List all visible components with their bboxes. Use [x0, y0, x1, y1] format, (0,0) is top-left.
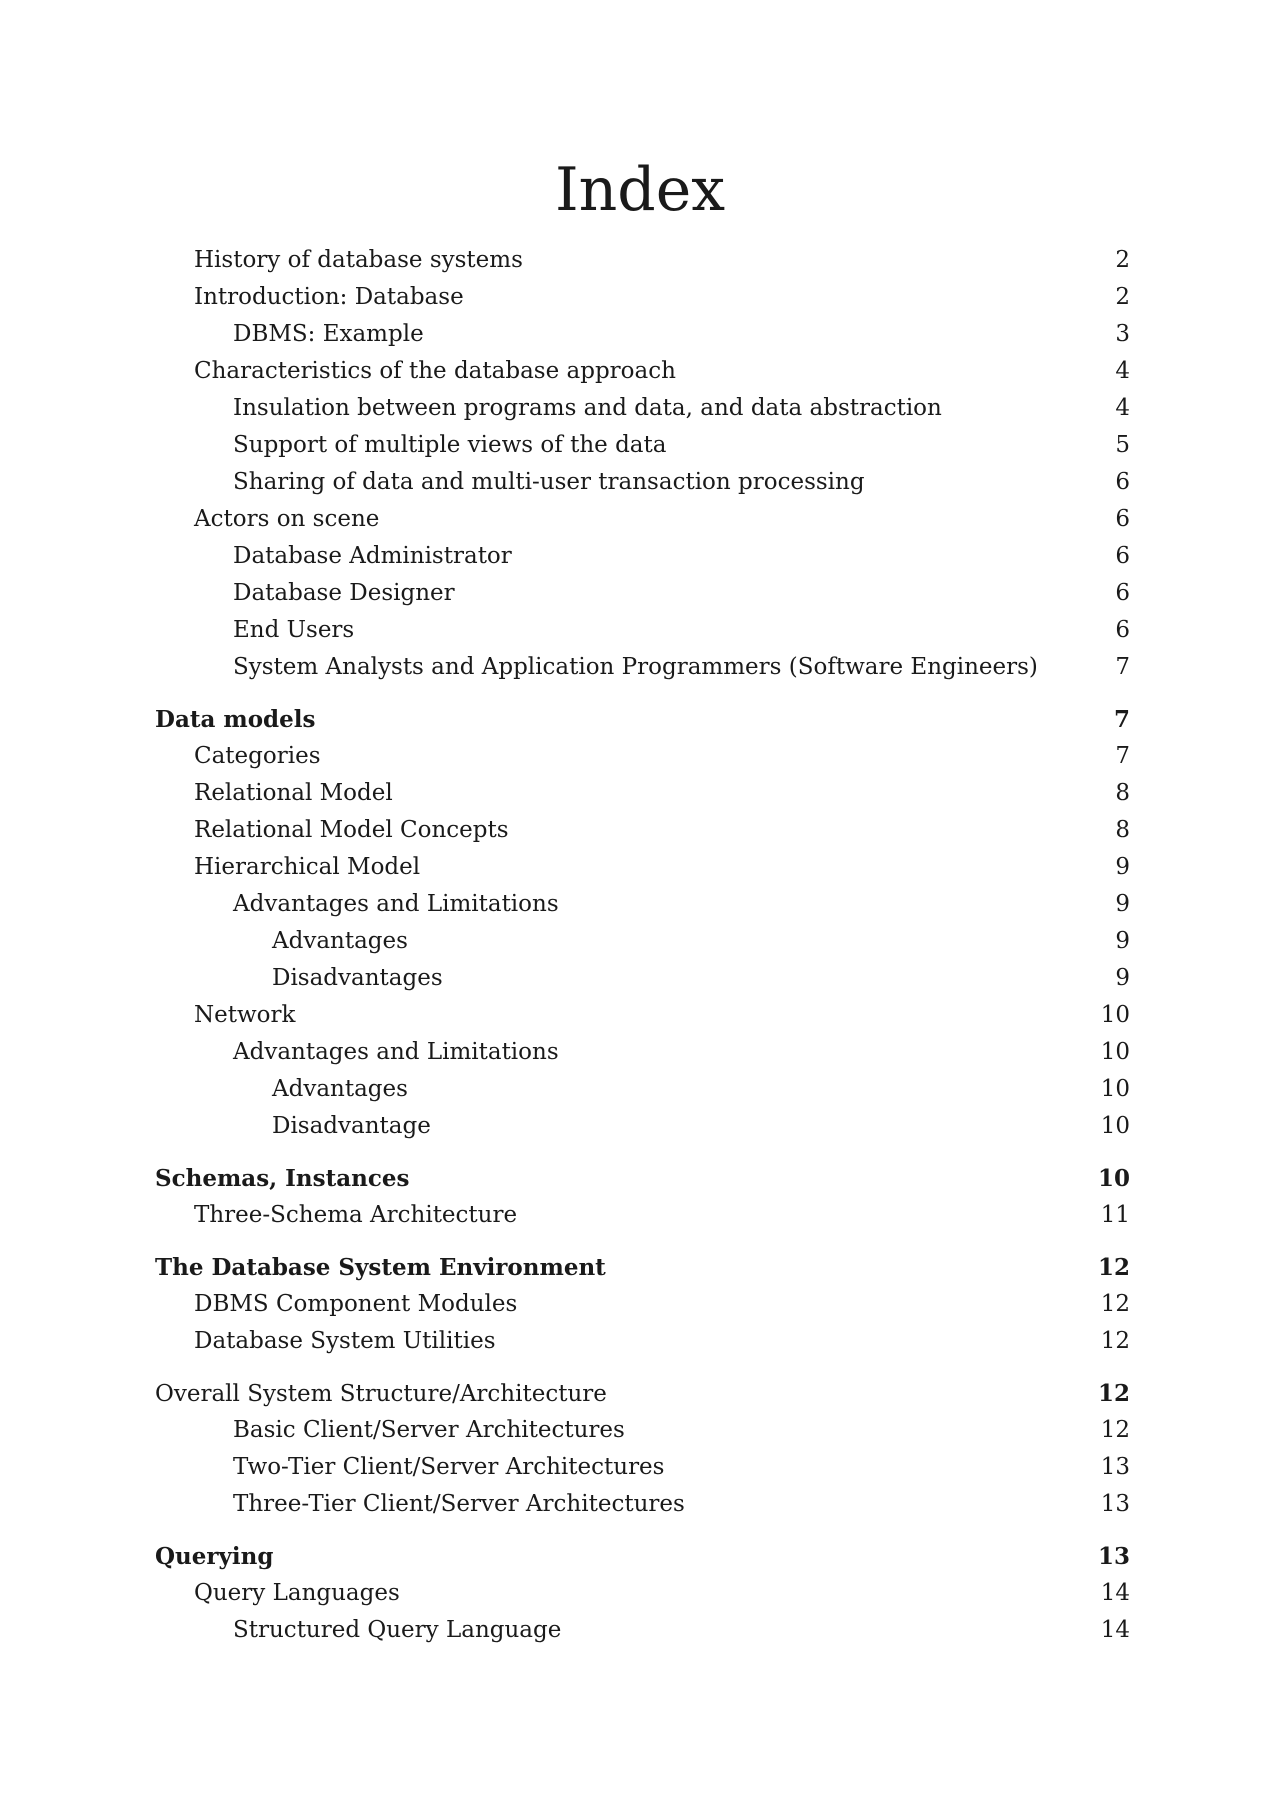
toc-section-heading[interactable]: [155, 1375, 1130, 1412]
toc-entry-label: Relational Model: [194, 780, 393, 806]
toc-entry-page: 6: [1115, 506, 1130, 532]
toc-entry-label: Categories: [194, 743, 321, 769]
toc-entry-label: End Users: [233, 617, 355, 643]
toc-entry[interactable]: [155, 886, 1130, 923]
toc-entry[interactable]: [155, 427, 1130, 464]
toc-entry-page: 12: [1097, 1254, 1130, 1281]
toc-entry-label: Hierarchical Model: [194, 854, 421, 880]
page-title: Index: [554, 155, 726, 225]
toc-entry-label: Insulation between programs and data, and data abstraction: [233, 395, 942, 421]
toc-entry-label: Data models: [155, 706, 316, 733]
toc-entry-label: Three-Tier Client/Server Architectures: [233, 1491, 685, 1517]
toc-entry-page: 4: [1115, 358, 1130, 384]
toc-entry[interactable]: [155, 960, 1130, 997]
toc-entry-label: Database System Utilities: [194, 1328, 496, 1354]
toc-entry-label: Query Languages: [194, 1580, 400, 1606]
toc-entry-page: 8: [1115, 817, 1130, 843]
toc-entry-page: 10: [1100, 1076, 1130, 1102]
toc-entry[interactable]: [155, 997, 1130, 1034]
toc-entry-label: Characteristics of the database approach: [194, 358, 676, 384]
toc-entry[interactable]: [155, 279, 1130, 316]
toc-entry[interactable]: [155, 738, 1130, 775]
toc-entry[interactable]: [155, 575, 1130, 612]
toc-entry-page: 9: [1115, 928, 1130, 954]
toc-entry[interactable]: [155, 1071, 1130, 1108]
toc-entry-label: Advantages: [272, 1076, 408, 1102]
toc-entry[interactable]: [155, 242, 1130, 279]
toc-entry[interactable]: [155, 464, 1130, 501]
toc-entry-page: 10: [1097, 1165, 1130, 1192]
toc-entry[interactable]: [155, 1323, 1130, 1360]
toc-entry-label: Network: [194, 1002, 296, 1028]
toc-entry-label: System Analysts and Application Programmers (Software Engineers): [233, 654, 1038, 680]
toc-entry-page: 9: [1115, 965, 1130, 991]
toc-entry-page: 4: [1115, 395, 1130, 421]
toc-section-heading[interactable]: [155, 701, 1130, 738]
toc-entry-page: 8: [1115, 780, 1130, 806]
toc-entry-label: Disadvantage: [272, 1113, 431, 1139]
toc-entry[interactable]: [155, 390, 1130, 427]
toc-entry-page: 3: [1115, 321, 1130, 347]
toc-entry[interactable]: [155, 649, 1130, 686]
toc-entry-page: 6: [1115, 617, 1130, 643]
toc-entry-label: Database Administrator: [233, 543, 512, 569]
toc-entry-page: 5: [1115, 432, 1130, 458]
toc-entry-page: 13: [1097, 1543, 1130, 1570]
toc-entry-label: Actors on scene: [194, 506, 380, 532]
toc-entry[interactable]: [155, 1034, 1130, 1071]
toc-entry[interactable]: [155, 812, 1130, 849]
toc-entry-label: Structured Query Language: [233, 1617, 562, 1643]
toc-entry[interactable]: [155, 1612, 1130, 1649]
toc-entry-label: Basic Client/Server Architectures: [233, 1417, 625, 1443]
toc-entry-label: DBMS Component Modules: [194, 1291, 518, 1317]
toc-entry[interactable]: [155, 1412, 1130, 1449]
toc-entry[interactable]: [155, 1449, 1130, 1486]
toc-entry[interactable]: [155, 1486, 1130, 1523]
toc-entry[interactable]: [155, 849, 1130, 886]
toc-entry-page: 7: [1113, 706, 1130, 733]
toc-entry-page: 9: [1115, 891, 1130, 917]
toc-entry[interactable]: [155, 775, 1130, 812]
toc-entry-page: 6: [1115, 580, 1130, 606]
toc-entry[interactable]: [155, 923, 1130, 960]
toc-entry[interactable]: [155, 316, 1130, 353]
toc-entry-page: 11: [1100, 1202, 1130, 1228]
toc-entry-page: 10: [1100, 1039, 1130, 1065]
toc-entry-label: Three-Schema Architecture: [194, 1202, 518, 1228]
toc-section-heading[interactable]: [155, 1160, 1130, 1197]
toc-entry-page: 7: [1115, 654, 1130, 680]
toc-entry-page: 6: [1115, 543, 1130, 569]
toc-entry-page: 2: [1115, 247, 1130, 273]
toc-entry-label: Relational Model Concepts: [194, 817, 509, 843]
toc-entry[interactable]: [155, 353, 1130, 390]
toc-entry-label: Advantages and Limitations: [233, 1039, 559, 1065]
toc-section-heading[interactable]: [155, 1249, 1130, 1286]
toc-entry[interactable]: [155, 612, 1130, 649]
toc-entry-label: Schemas, Instances: [155, 1165, 410, 1192]
toc-entry-label: Advantages: [272, 928, 408, 954]
toc-entry-page: 12: [1100, 1291, 1130, 1317]
toc-entry-label: Overall System Structure/Architecture: [155, 1381, 607, 1407]
toc-entry-label: Database Designer: [233, 580, 455, 606]
toc-entry-page: 6: [1115, 469, 1130, 495]
toc-entry-page: 14: [1100, 1580, 1130, 1606]
toc-entry-page: 10: [1100, 1002, 1130, 1028]
toc-entry-label: Introduction: Database: [194, 284, 464, 310]
toc-entry-label: DBMS: Example: [233, 321, 424, 347]
toc-entry-page: 7: [1115, 743, 1130, 769]
toc-entry-label: The Database System Environment: [155, 1254, 606, 1281]
toc-entry-label: Disadvantages: [272, 965, 443, 991]
toc-entry[interactable]: [155, 501, 1130, 538]
toc-entry-label: Two-Tier Client/Server Architectures: [233, 1454, 665, 1480]
toc-entry[interactable]: [155, 1197, 1130, 1234]
toc-entry-page: 12: [1100, 1328, 1130, 1354]
toc-entry-page: 13: [1100, 1491, 1130, 1517]
toc-entry-label: Querying: [155, 1543, 274, 1570]
toc-entry-page: 10: [1100, 1113, 1130, 1139]
toc-entry[interactable]: [155, 538, 1130, 575]
toc-entry-page: 12: [1097, 1380, 1130, 1407]
toc-entry-page: 9: [1115, 854, 1130, 880]
toc-entry-label: History of database systems: [194, 247, 523, 273]
toc-entry-label: Advantages and Limitations: [233, 891, 559, 917]
toc-entry[interactable]: [155, 1575, 1130, 1612]
toc-entry-label: Sharing of data and multi-user transaction processing: [233, 469, 865, 495]
toc-entry-page: 12: [1100, 1417, 1130, 1443]
toc-entry-page: 14: [1100, 1617, 1130, 1643]
table-of-contents: [155, 242, 1130, 1649]
toc-section-heading[interactable]: [155, 1538, 1130, 1575]
toc-entry-label: Support of multiple views of the data: [233, 432, 667, 458]
toc-entry-page: 2: [1115, 284, 1130, 310]
toc-entry-page: 13: [1100, 1454, 1130, 1480]
toc-entry[interactable]: [155, 1108, 1130, 1145]
toc-entry[interactable]: [155, 1286, 1130, 1323]
